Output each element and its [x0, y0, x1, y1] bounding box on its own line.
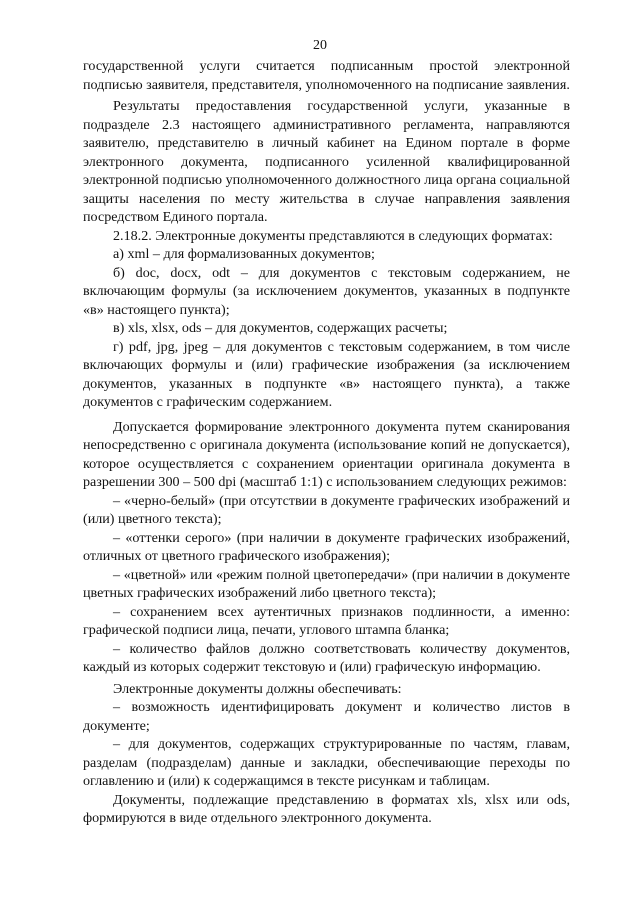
page-number: 20: [313, 38, 327, 53]
paragraph-scanning: Допускается формирование электронного документа путем сканирования непосредственно с оригинала документа (использование копий не допускается), которое осуществляется с сохранением ориентации оригинала документа в разрешении 300 – 500 dpi (масштаб 1:1) с использованием следующих режимов:: [83, 418, 570, 490]
provide-identification: – возможность идентифицировать документ и количество листов в документе;: [83, 699, 570, 734]
requirement-file-count: – количество файлов должно соответствовать количеству документов, каждый из которых содержит текстовую и (или) графическую информацию.: [83, 640, 570, 675]
mode-black-white: – «черно-белый» (при отсутствии в документе графических изображений и (или) цветного текста);: [83, 492, 570, 527]
paragraph-2-18-2-formats: 2.18.2. Электронные документы представляются в следующих форматах:: [113, 227, 553, 244]
mode-color: – «цветной» или «режим полной цветопередачи» (при наличии в документе цветных графических изображений либо цветного текста);: [83, 566, 570, 601]
format-item-a: а) xml – для формализованных документов;: [113, 246, 375, 262]
document-body: [83, 57, 570, 828]
format-item-g: г) pdf, jpg, jpeg – для документов с текстовым содержанием, в том числе включающих формулы и (или) графические изображения (за исключением документов, указанных в подпункте «в» настоящего пункта), а также документов с графическим содержанием.: [83, 338, 570, 410]
paragraph-spreadsheet-documents: Документы, подлежащие представлению в форматах xls, xlsx или ods, формируются в виде отдельного электронного документа.: [83, 791, 570, 826]
format-item-b: б) doc, docx, odt – для документов с текстовым содержанием, не включающим формулы (за исключением документов, указанных в подпункте «в» настоящего пункта);: [83, 264, 570, 318]
paragraph-service-results: Результаты предоставления государственной услуги, указанные в подразделе 2.3 настоящего административного регламента, направляются заявителю, представителю в личный кабинет на Едином портале в форме электронного документа, подписанного усиленной квалифицированной электронной подписью уполномоченного должностного лица органа социальной защиты населения по месту жительства в случае направления заявления посредством Единого портала.: [83, 98, 570, 225]
paragraph-signature-continuation: государственной услуги считается подписанным простой электронной подписью заявителя, представителя, уполномоченного на подписание заявления.: [83, 58, 570, 93]
provide-structure-bookmarks: – для документов, содержащих структурированные по частям, главам, разделам (подразделам) данные и закладки, обеспечивающие переходы по оглавлению и (или) к содержащимся в тексте рисункам и таблицам.: [83, 736, 570, 789]
paragraph-documents-must-provide: Электронные документы должны обеспечивать:: [113, 680, 402, 697]
format-item-v: в) xls, xlsx, ods – для документов, содержащих расчеты;: [113, 320, 448, 336]
requirement-authenticity: – сохранением всех аутентичных признаков подлинности, а именно: графической подписи лица, печати, углового штампа бланка;: [83, 603, 570, 638]
mode-grayscale: – «оттенки серого» (при наличии в документе графических изображений, отличных от цветного графического изображения);: [83, 529, 570, 564]
